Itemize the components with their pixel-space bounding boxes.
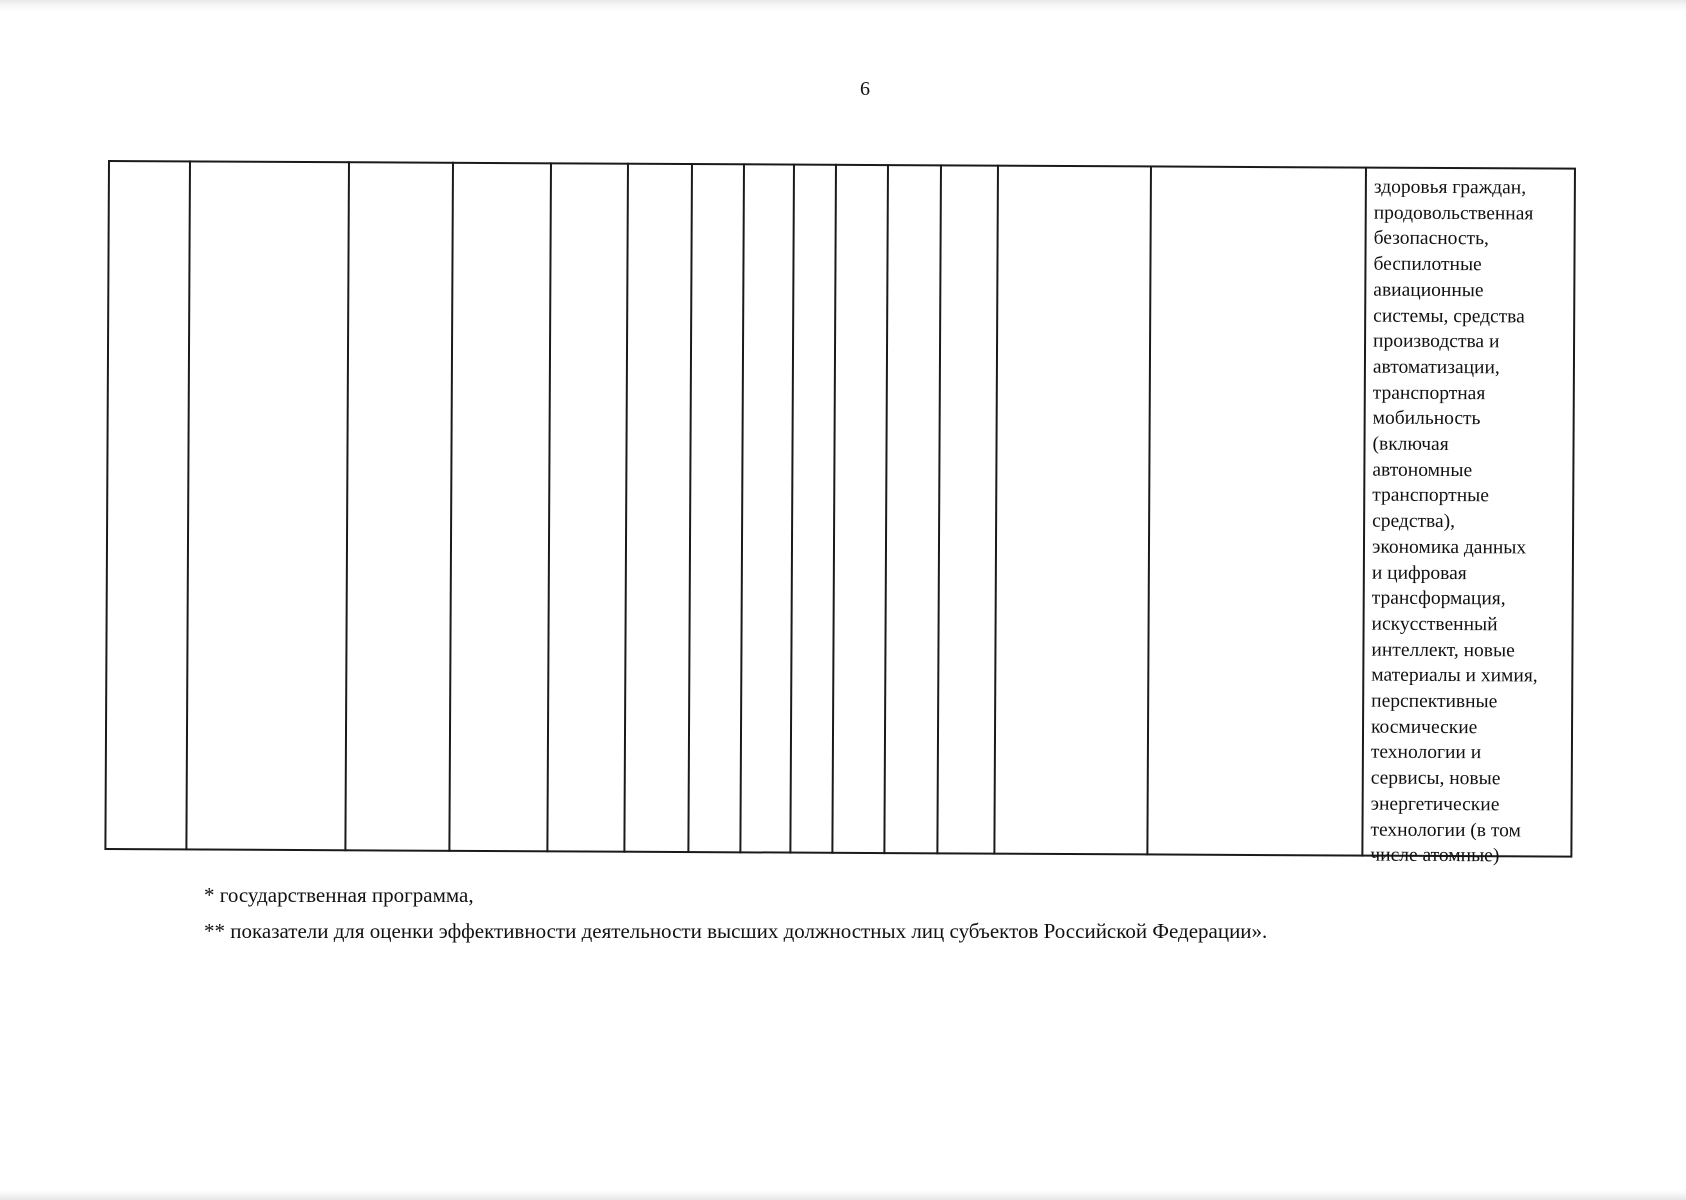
footnote-1: * государственная программа, (204, 883, 474, 907)
data-table (104, 160, 1576, 867)
table-border (104, 160, 1576, 858)
table-cell-last-column: здоровья граждан, продовольственная безопасность, беспилотные авиационные системы, средства производства и автоматизации, транспортная мобильность (включая автономные транспортные средства), экономика данных и цифровая трансформация, искусственный интеллект, новые материалы и химия, перспективные космические технологии и сервисы, новые энергетические технологии (в том числе атомные) (1370, 176, 1538, 867)
footnote-2: ** показатели для оценки эффективности деятельности высших должностных лиц субъектов Российской Федерации». (204, 919, 1268, 943)
page-number: 6 (860, 78, 870, 100)
scan-edge-top (0, 0, 1686, 12)
scan-edge-bottom (0, 1190, 1686, 1200)
footnotes (204, 877, 1664, 949)
